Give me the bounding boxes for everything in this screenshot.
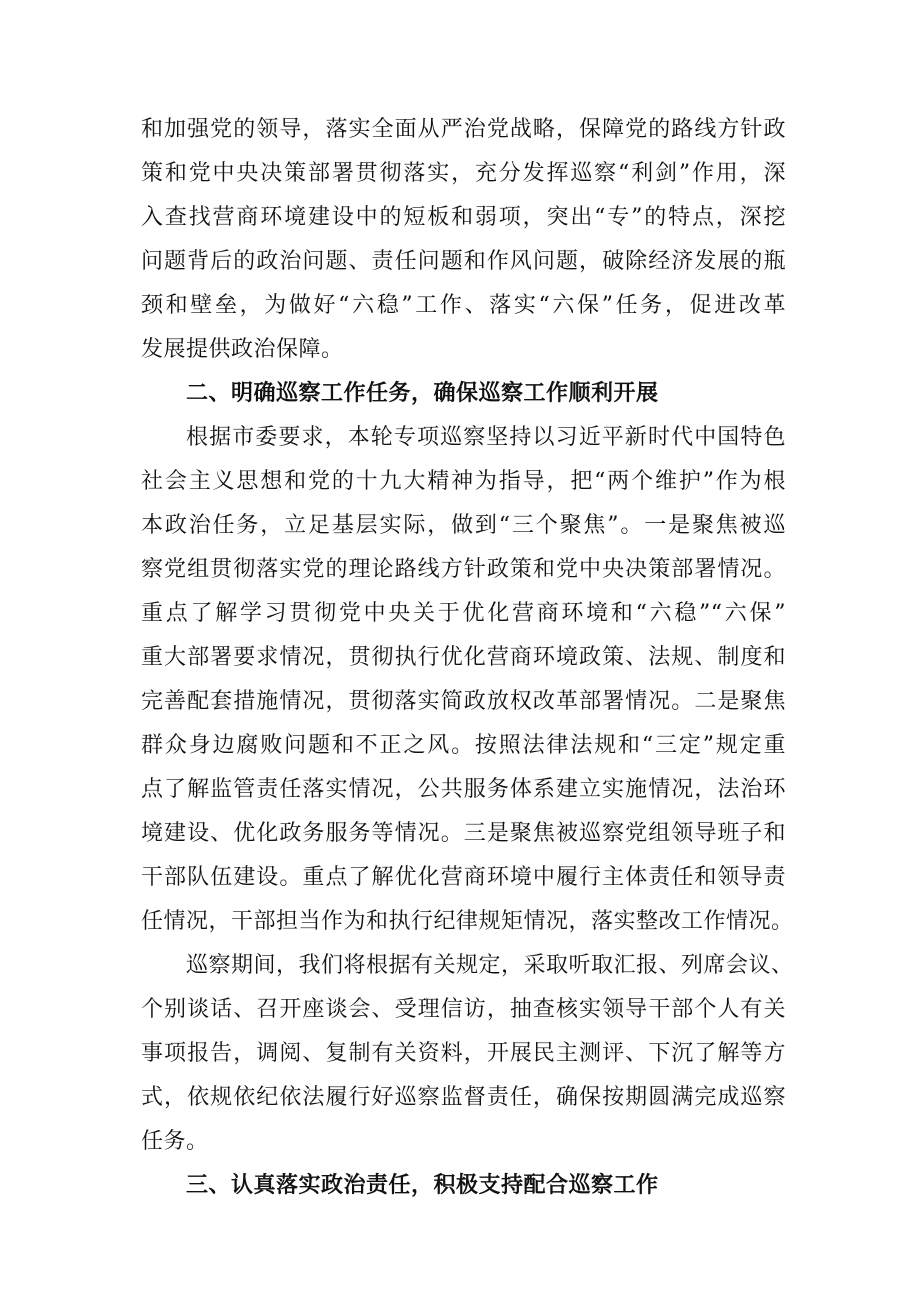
paragraph-line: 策和党中央决策部署贯彻落实，充分发挥巡察“利剑”作用，深 [141, 161, 786, 186]
paragraph-line: 群众身边腐败问题和不正之风。按照法律法规和“三定”规定重 [141, 733, 786, 758]
paragraph-line: 社会主义思想和党的十九大精神为指导，把“两个维护”作为根 [141, 469, 786, 494]
paragraph-line: 境建设、优化政务服务等情况。三是聚焦被巡察党组领导班子和 [141, 821, 786, 846]
paragraph-line: 察党组贯彻落实党的理论路线方针政策和党中央决策部署情况。 [141, 557, 786, 582]
paragraph-line: 干部队伍建设。重点了解优化营商环境中履行主体责任和领导责 [141, 865, 786, 890]
section-heading-3: 三、认真落实政治责任，积极支持配合巡察工作 [186, 1173, 659, 1198]
paragraph-line: 发展提供政治保障。 [141, 337, 344, 362]
paragraph-line: 和加强党的领导，落实全面从严治党战略，保障党的路线方针政 [141, 117, 786, 142]
paragraph-line: 颈和壁垒，为做好“六稳”工作、落实“六保”任务，促进改革 [141, 293, 786, 318]
paragraph-line: 重大部署要求情况，贯彻执行优化营商环境政策、法规、制度和 [141, 645, 786, 670]
paragraph-line: 点了解监管责任落实情况，公共服务体系建立实施情况，法治环 [141, 777, 786, 802]
paragraph-line: 问题背后的政治问题、责任问题和作风问题，破除经济发展的瓶 [141, 249, 786, 274]
paragraph-line: 事项报告，调阅、复制有关资料，开展民主测评、下沉了解等方 [141, 1041, 786, 1066]
paragraph-line: 任务。 [141, 1129, 209, 1154]
paragraph-line: 个别谈话、召开座谈会、受理信访，抽查核实领导干部个人有关 [141, 997, 786, 1022]
paragraph-line: 完善配套措施情况，贯彻落实简政放权改革部署情况。二是聚焦 [141, 689, 786, 714]
paragraph-line: 重点了解学习贯彻党中央关于优化营商环境和“六稳”“六保” [141, 601, 786, 626]
section-heading-2: 二、明确巡察工作任务，确保巡察工作顺利开展 [186, 381, 659, 406]
paragraph-line: 本政治任务，立足基层实际，做到“三个聚焦”。一是聚焦被巡 [141, 513, 786, 538]
paragraph-line: 任情况，干部担当作为和执行纪律规矩情况，落实整改工作情况。 [141, 909, 794, 934]
paragraph-line: 入查找营商环境建设中的短板和弱项，突出“专”的特点，深挖 [141, 205, 786, 230]
paragraph-line: 式，依规依纪依法履行好巡察监督责任，确保按期圆满完成巡察 [141, 1085, 786, 1110]
paragraph-line: 根据市委要求，本轮专项巡察坚持以习近平新时代中国特色 [186, 425, 786, 450]
paragraph-line: 巡察期间，我们将根据有关规定，采取听取汇报、列席会议、 [186, 953, 794, 978]
